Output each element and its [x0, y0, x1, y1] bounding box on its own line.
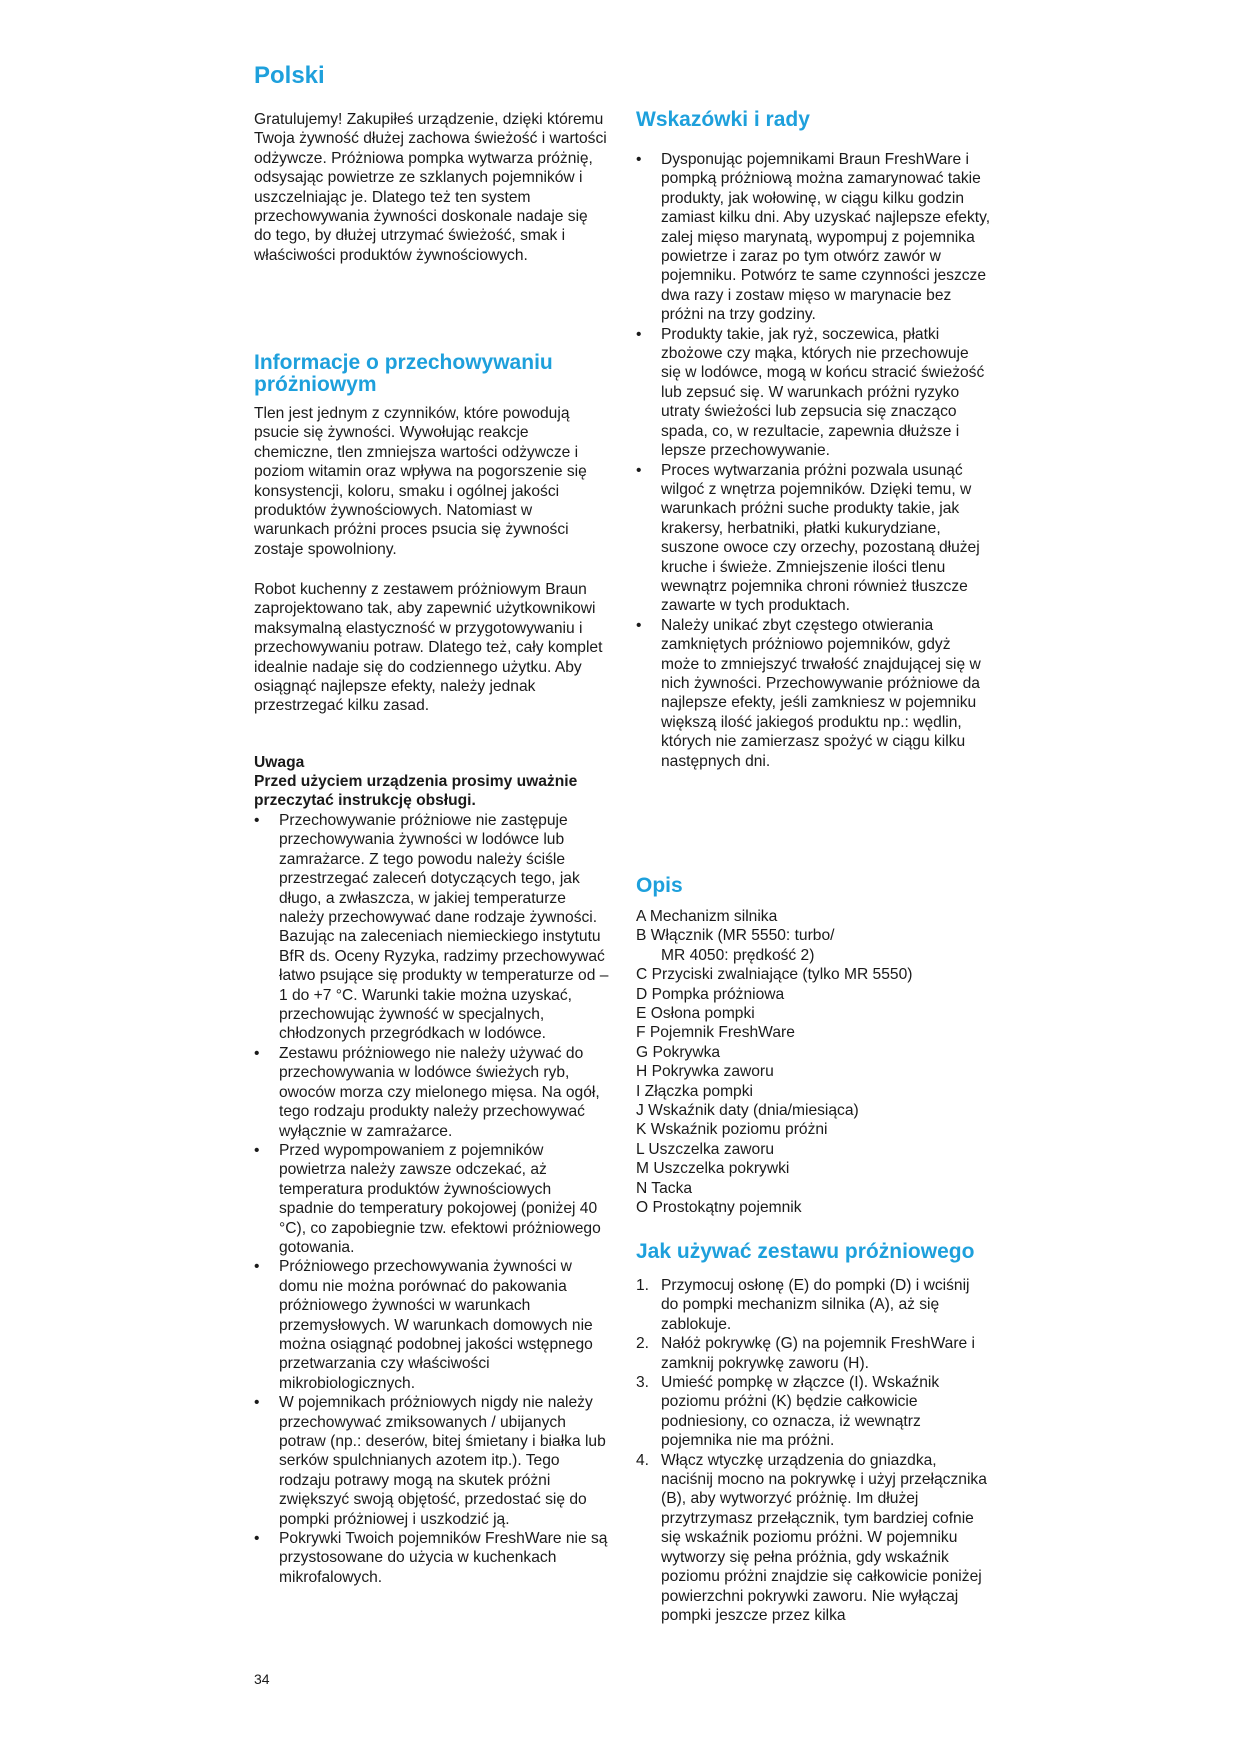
- usage-step-text: Nałóż pokrywkę (G) na pojemnik FreshWare i zamknij pokrywkę zaworu (H).: [661, 1335, 975, 1372]
- description-item: [636, 926, 991, 965]
- vacuum-info-heading: Informacje o przechowywaniu próżniowym: [254, 351, 553, 396]
- tips-heading: Wskazówki i rady: [636, 108, 810, 131]
- description-item: K Wskaźnik poziomu próżni: [636, 1121, 828, 1139]
- caution-item: • Przechowywanie próżniowe nie zastępuje przechowywania żywności w lodówce lub zamrażarce. Z tego powodu należy ściśle przestrzegać zaleceń dotyczących tego, jak długo, a zwłaszcza, w jakiej temperaturze należy przechowywać dane rodzaje żywności. Bazując na zaleceniach niemieckiego instytutu BfR ds. Oceny Ryzyka, radzimy przechowywać łatwo psujące się produkty w temperaturze od –1 do +7 °C. Warunki takie można uzyskać, przechowując żywność w specjalnych, chłodzonych przegródkach w lodówce.: [254, 811, 609, 1044]
- description-item: N Tacka: [636, 1179, 693, 1197]
- caution-heading: Uwaga: [254, 754, 305, 771]
- usage-step: [636, 1276, 991, 1334]
- page-language-heading: Polski: [254, 62, 325, 89]
- description-item: F Pojemnik FreshWare: [636, 1024, 795, 1042]
- page-number: 34: [254, 1671, 270, 1687]
- usage-step: [636, 1373, 991, 1451]
- caution-item: • Zestawu próżniowego nie należy używać do przechowywania w lodówce świeżych ryb, owoców morza czy mielonego mięsa. Na ogół, tego rodzaju produkty należy przechowywać wyłącznie w zamrażarce.: [254, 1044, 609, 1141]
- usage-step-number: 4.: [636, 1451, 650, 1469]
- caution-item: • Próżniowego przechowywania żywności w domu nie można porównać do pakowania próżniowego żywności w warunkach przemysłowych. W warunkach domowych nie można osiągnąć podobnej jakości wstępnego przetwarzania czy właściwości mikrobiologicznych.: [254, 1257, 609, 1393]
- caution-list: [254, 811, 609, 1587]
- usage-step-number: 1.: [636, 1277, 650, 1294]
- description-item: H Pokrywka zaworu: [636, 1063, 774, 1081]
- tip-item: • Proces wytwarzania próżni pozwala usunąć wilgoć z wnętrza pojemników. Dzięki temu, w warunkach próżni suche produkty takie, jak krakersy, herbatniki, płatki kukurydziane, suszone owoce czy orzechy, pozostaną dłużej kruche i świeże. Zmniejszenie ilości tlenu wewnątrz pojemnika chroni również tłuszcze zawarte w tych produktach.: [636, 461, 991, 616]
- usage-step: [636, 1451, 991, 1626]
- description-item: D Pompka próżniowa: [636, 985, 785, 1003]
- usage-step-text: Umieść pompkę w złączce (I). Wskaźnik poziomu próżni (K) będzie całkowicie podniesiony, co oznacza, iż wewnątrz pojemnika nie ma próżni.: [661, 1374, 940, 1450]
- description-item: E Osłona pompki: [636, 1005, 755, 1023]
- usage-heading: Jak używać zestawu próżniowego: [636, 1240, 975, 1263]
- tips-list: [636, 150, 991, 771]
- caution-item: • W pojemnikach próżniowych nigdy nie należy przechowywać zmiksowanych / ubijanych potraw (np.: deserów, bitej śmietany i białka lub serków spulchnianych azotem itp.). Tego rodzaju potrawy mogą na skutek próżni zwiększyć swoją objętość, przedostać się do pompki próżniowej i uszkodzić ją.: [254, 1393, 609, 1529]
- usage-steps: [636, 1276, 991, 1625]
- caution-item: • Przed wypompowaniem z pojemników powietrza należy zawsze odczekać, aż temperatura produktów żywnościowych spadnie do temperatury pokojowej (poniżej 40 °C), co zapobiegnie tzw. efektowi próżniowego gotowania.: [254, 1141, 609, 1257]
- description-item: G Pokrywka: [636, 1043, 721, 1061]
- tip-item: • Dysponując pojemnikami Braun FreshWare i pompką próżniową można zamarynować takie produkty, jak wołowinę, w ciągu kilku godzin zamiast kilku dni. Aby uzyskać najlepsze efekty, zalej mięso marynatą, wypompuj z pojemnika powietrze i zaraz po tym otwórz zawór w pojemniku. Potwórz te same czynności jeszcze dwa razy i zostaw mięso w marynacie bez próżni na trzy godziny.: [636, 150, 991, 325]
- vacuum-info-paragraph-1: Tlen jest jednym z czynników, które powodują psucie się żywności. Wywołując reakcje chemiczne, tlen zmniejsza wartości odżywcze i poziom witamin oraz wpływa na pogorszenie się konsystencji, koloru, smaku i ogólnej jakości produktów żywnościowych. Natomiast w warunkach próżni proces psucia się żywności zostaje spowolniony.: [254, 405, 587, 558]
- caution-lead: Przed użyciem urządzenia prosimy uważnie przeczytać instrukcję obsługi.: [254, 773, 578, 810]
- usage-step-number: 2.: [636, 1335, 650, 1353]
- description-heading: Opis: [636, 874, 683, 897]
- intro-paragraph: Gratulujemy! Zakupiłeś urządzenie, dzięki któremu Twoja żywność dłużej zachowa świeżość i wartości odżywcze. Próżniowa pompka wytwarza próżnię, odsysając powietrze ze szklanych pojemników i uszczelniając je. Dlatego też ten system przechowywania żywności doskonale nadaje się do tego, by dłużej utrzymać świeżość, smak i właściwości produktów żywnościowych.: [254, 111, 607, 264]
- description-item-continuation: MR 4050: prędkość 2): [661, 946, 815, 964]
- description-list: [636, 907, 991, 1218]
- description-item: J Wskaźnik daty (dnia/miesiąca): [636, 1102, 859, 1120]
- caution-item: • Pokrywki Twoich pojemników FreshWare nie są przystosowane do użycia w kuchenkach mikrofalowych.: [254, 1529, 609, 1587]
- tip-item: • Należy unikać zbyt częstego otwierania zamkniętych próżniowo pojemników, gdyż może to zmniejszyć trwałość znajdującej się w nich żywności. Przechowywanie próżniowe da najlepsze efekty, jeśli zamkniesz w pojemniku większą ilość jakiegoś produktu np.: wędlin, których nie zamierzasz spożyć w ciągu kilku następnych dni.: [636, 616, 991, 771]
- description-item: O Prostokątny pojemnik: [636, 1199, 802, 1217]
- usage-step-number: 3.: [636, 1374, 650, 1392]
- description-item: L Uszczelka zaworu: [636, 1140, 775, 1158]
- description-item: M Uszczelka pokrywki: [636, 1160, 790, 1178]
- description-item: A Mechanizm silnika: [636, 908, 778, 925]
- description-item: C Przyciski zwalniające (tylko MR 5550): [636, 966, 913, 984]
- tip-item: • Produkty takie, jak ryż, soczewica, płatki zbożowe czy mąka, których nie przechowuje się w lodówce, mogą w końcu stracić świeżość lub zepsuć się. W warunkach próżni ryzyko utraty świeżości lub zepsucia się znacząco spada, co, w rezultacie, zapewnia dłuższe i lepsze przechowywanie.: [636, 325, 991, 461]
- description-item: I Złączka pompki: [636, 1082, 753, 1100]
- usage-step-text: Przymocuj osłonę (E) do pompki (D) i wciśnij do pompki mechanizm silnika (A), aż się zablokuje.: [661, 1277, 970, 1333]
- usage-step: [636, 1334, 991, 1373]
- description-item-text: B Włącznik (MR 5550: turbo/: [636, 927, 835, 945]
- usage-step-text: Włącz wtyczkę urządzenia do gniazdka, naciśnij mocno na pokrywkę i użyj przełącznika (B), aby wytworzyć próżnię. Im dłużej przytrzymasz przełącznik, tym bardziej cofnie się wskaźnik poziomu próżni. W pojemniku wytworzy się pełna próżnia, gdy wskaźnik poziomu próżni znajdzie się całkowicie poniżej powierzchni pokrywki zaworu. Nie wyłączaj pompki jeszcze przez kilka: [661, 1451, 987, 1624]
- vacuum-info-paragraph-2: Robot kuchenny z zestawem próżniowym Braun zaprojektowano tak, aby zapewnić użytkownikowi maksymalną elastyczność w przygotowywaniu i przechowywaniu potraw. Dlatego też, cały komplet idealnie nadaje się do codziennego użytku. Aby osiągnąć najlepsze efekty, należy jednak przestrzegać kilku zasad.: [254, 581, 603, 715]
